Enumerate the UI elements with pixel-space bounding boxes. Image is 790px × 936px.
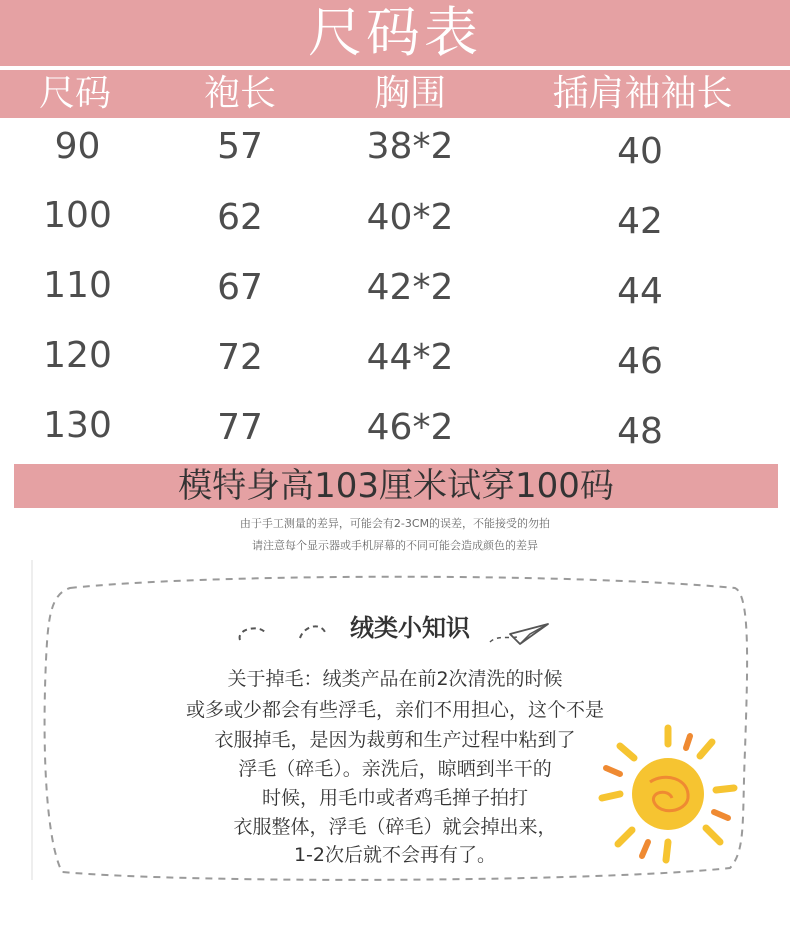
table-cell-chest: 38*2: [366, 126, 454, 167]
tip-line: 关于掉毛：绒类产品在前2次清洗的时候: [227, 668, 563, 690]
table-cell-chest: 44*2: [366, 337, 454, 378]
model-fit-note-bar: [14, 464, 778, 508]
table-cell-chest: 42*2: [366, 267, 454, 308]
tip-line: 浮毛（碎毛）。亲洗后，晾晒到半干的: [238, 758, 552, 780]
table-cell-size: 120: [43, 335, 112, 376]
swirl-decoration: [240, 628, 266, 640]
color-disclaimer: 请注意每个显示器或手机屏幕的不同可能会造成颜色的差异: [252, 539, 538, 552]
header-size: 尺码: [38, 73, 111, 114]
table-cell-sleeve-length: 46: [617, 341, 663, 382]
table-cell-sleeve-length: 48: [617, 411, 663, 452]
tip-line: 衣服整体，浮毛（碎毛）就会掉出来，: [233, 816, 557, 838]
tip-line: 时候，用毛巾或者鸡毛掸子拍打: [261, 787, 528, 809]
table-cell-robe-length: 67: [217, 267, 263, 308]
tips-title: 绒类小知识: [350, 614, 470, 642]
header-robe-length: 袍长: [203, 73, 276, 114]
table-cell-size: 90: [54, 126, 101, 167]
table-cell-size: 100: [43, 195, 112, 236]
page-title: 尺码表: [308, 1, 482, 64]
swirl-decoration: [300, 626, 325, 638]
model-fit-note: 模特身高103厘米试穿100码: [178, 466, 614, 506]
table-cell-sleeve-length: 40: [617, 131, 663, 172]
table-cell-chest: 40*2: [366, 197, 454, 238]
measurement-disclaimer: 由于手工测量的差异，可能会有2-3CM的误差，不能接受的勿拍: [239, 517, 551, 530]
table-cell-sleeve-length: 42: [617, 201, 663, 242]
table-cell-sleeve-length: 44: [617, 271, 663, 312]
header-chest: 胸围: [373, 73, 446, 114]
table-cell-size: 130: [43, 405, 112, 446]
table-cell-robe-length: 57: [217, 126, 263, 167]
size-table-header: [0, 70, 790, 118]
paper-plane-icon: [510, 624, 548, 644]
table-cell-robe-length: 77: [217, 407, 263, 448]
tip-line: 或多或少都会有些浮毛，亲们不用担心，这个不是: [185, 699, 604, 721]
table-cell-chest: 46*2: [366, 407, 454, 448]
header-sleeve-length: 插肩袖袖长: [552, 73, 733, 114]
table-cell-robe-length: 62: [217, 197, 263, 238]
table-cell-robe-length: 72: [217, 337, 263, 378]
tip-line: 1-2次后就不会再有了。: [293, 844, 497, 866]
table-cell-size: 110: [43, 265, 112, 306]
tip-line: 衣服掉毛，是因为裁剪和生产过程中粘到了: [214, 729, 576, 751]
size-chart-title-bar: [0, 0, 790, 66]
